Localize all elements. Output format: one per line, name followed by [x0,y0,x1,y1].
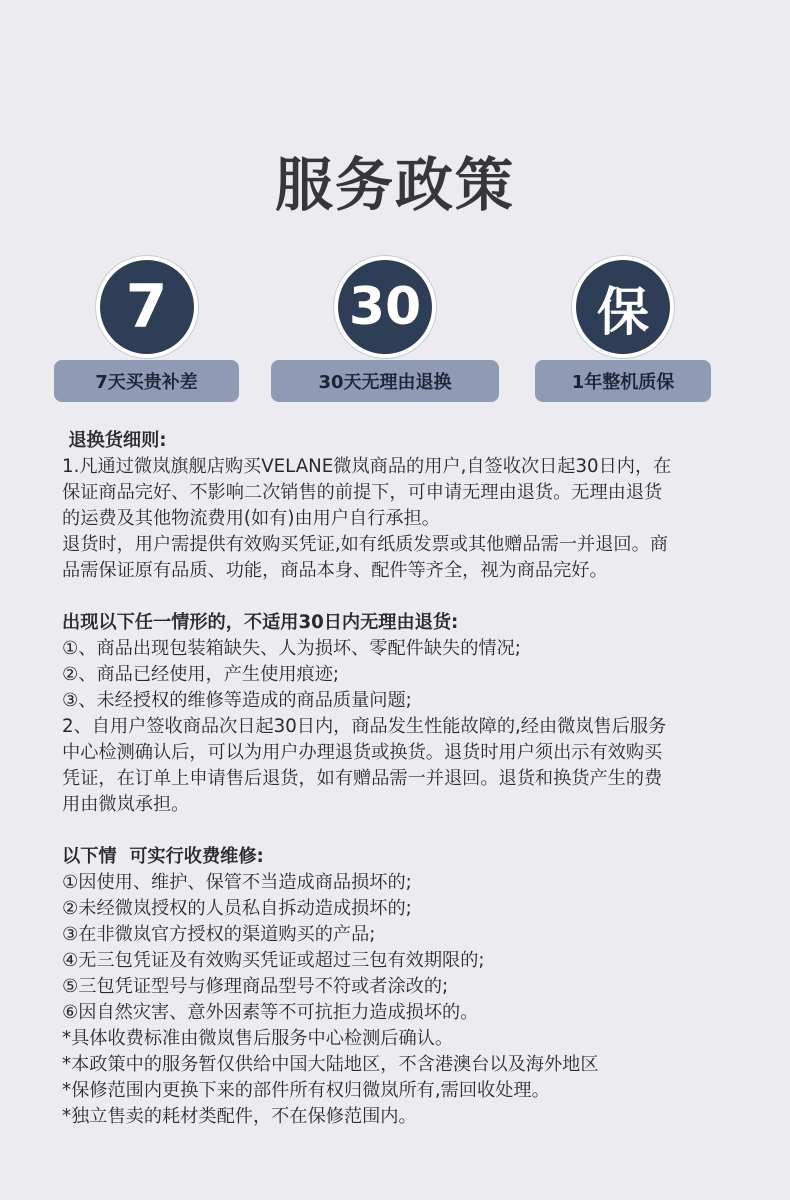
policy-line: 2、自用户签收商品次日起30日内，商品发生性能故障的,经由微岚售后服务 [62,716,667,737]
policy-line: ③在非微岚官方授权的渠道购买的产品; [62,924,376,945]
badge-label: 1年整机质保 [535,360,711,402]
section-heading-paid-repair: 以下情 可实行收费维修: [62,846,264,867]
policy-line: ①、商品出现包装箱缺失、人为损坏、零配件缺失的情况; [62,638,521,659]
policy-line: *保修范围内更换下来的部件所有权归微岚所有,需回收处理。 [62,1080,550,1101]
badge-warranty-icon: 保 [572,256,674,358]
policy-line: 中心检测确认后，可以为用户办理退货或换货。退货时用户须出示有效购买 [62,742,663,763]
policy-content [62,428,752,1130]
policy-line: 保证商品完好、不影响二次销售的前提下，可申请无理由退货。无理由退货 [62,482,663,503]
page-title: 服务政策 [274,151,515,219]
section-heading-return-rules: 退换货细则: [62,430,167,451]
policy-line: 1.凡通过微岚旗舰店购买VELANE微岚商品的用户,自签收次日起30日内，在 [62,456,672,477]
policy-line: 品需保证原有品质、功能，商品本身、配件等齐全，视为商品完好。 [62,560,608,581]
policy-line: ②未经微岚授权的人员私自拆动造成损坏的; [62,898,412,919]
badge-label: 30天无理由退换 [271,360,499,402]
section-gap [62,818,752,844]
policy-line: *本政策中的服务暂仅供给中国大陆地区，不含港澳台以及海外地区 [62,1054,599,1075]
section-gap [62,584,752,610]
policy-line: 凭证，在订单上申请售后退货，如有赠品需一并退回。退货和换货产生的费 [62,768,663,789]
policy-line: 用由微岚承担。 [62,794,190,815]
badge-label: 7天买贵补差 [54,360,239,402]
policy-line: *具体收费标准由微岚售后服务中心检测后确认。 [62,1028,454,1049]
policy-line: *独立售卖的耗材类配件，不在保修范围内。 [62,1106,417,1127]
policy-line: ⑥因自然灾害、意外因素等不可抗拒力造成损坏的。 [62,1002,479,1023]
policy-line: ①因使用、维护、保管不当造成商品损坏的; [62,872,412,893]
badge-7-icon: 7 [96,256,198,358]
policy-line: 退货时，用户需提供有效购买凭证,如有纸质发票或其他赠品需一并退回。商 [62,534,668,555]
badge-30-icon: 30 [334,256,436,358]
policy-line: ③、未经授权的维修等造成的商品质量问题; [62,690,412,711]
section-heading-exceptions: 出现以下任一情形的，不适用30日内无理由退货: [62,612,459,633]
policy-line: ⑤三包凭证型号与修理商品型号不符或者涂改的; [62,976,449,997]
policy-line: ②、商品已经使用，产生使用痕迹; [62,664,340,685]
policy-line: 的运费及其他物流费用(如有)由用户自行承担。 [62,508,440,529]
policy-line: ④无三包凭证及有效购买凭证或超过三包有效期限的; [62,950,485,971]
